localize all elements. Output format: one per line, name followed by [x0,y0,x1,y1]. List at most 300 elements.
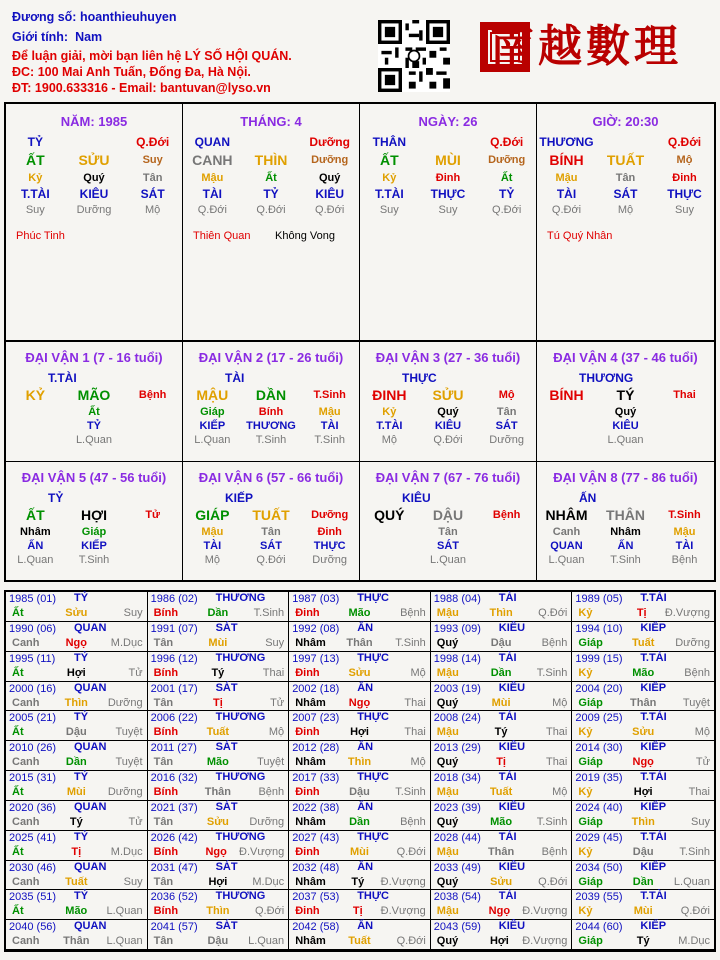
year-cell[interactable] [148,890,290,920]
address-line: ĐC: 100 Mai Anh Tuấn, Đống Đa, Hà Nội. [12,65,251,79]
year-star: KIÊU [498,800,526,813]
year-branch: Ngọ [205,845,227,858]
dai-van-main-item: Bệnh [492,509,521,521]
year-stem: Tân [153,696,174,709]
year-stem: Ất [12,786,24,798]
dai-van-hidden-star: TỶ [86,420,102,432]
year-stem: Ất [12,845,24,858]
dai-van-hidden-item: Bính [258,406,284,418]
year-state: M.Dục [110,845,143,858]
pillar-main-row [537,150,714,170]
year-branch: Hợi [350,726,369,739]
year-cell[interactable] [148,682,290,712]
dai-van-hidden-star: QUAN [550,540,583,552]
year-cell[interactable] [572,592,714,622]
year-cell[interactable] [572,920,714,950]
pillar-star-row-item [596,134,655,150]
year-label: 2040 (56) [9,921,57,934]
year-cell[interactable] [289,592,431,622]
year-label: 2036 (52) [150,891,198,904]
year-label: 1993 (09) [433,622,481,635]
year-cell[interactable] [431,622,573,652]
pillar-hidden-star-row [360,186,536,202]
dai-van-hidden-item: Tân [496,406,517,418]
pillar-note: Phúc Tinh [16,230,65,242]
year-label: 2034 (50) [575,861,623,874]
year-label: 2005 (21) [9,712,57,725]
dai-van-state [6,433,65,447]
year-label: 2017 (33) [292,772,340,784]
year-stem: Bính [153,607,179,619]
dai-van-title: ĐẠI VẬN 1 (7 - 16 tuổi) [25,350,163,365]
dai-van-hidden-star: SÁT [495,420,518,432]
dai-van-main-item: GIÁP [195,507,230,523]
dai-van-main-row [537,505,714,525]
year-cell[interactable] [431,801,573,831]
dai-van-main-row [360,505,536,525]
pillar-hidden-row-item: Tân [615,172,636,184]
pillar-hidden-row [537,170,714,186]
year-branch-row [431,667,572,679]
pillar-star-row-item: Dưỡng [309,135,350,149]
year-label: 2007 (23) [292,712,340,725]
year-cell[interactable] [431,771,573,801]
year-branch: Tị [496,756,506,769]
year-star: TÀI [498,771,517,783]
year-branch-row [431,607,572,619]
year-branch: Tý [69,815,83,828]
year-branch: Mùi [633,905,653,918]
year-cell[interactable] [148,592,290,622]
year-label: 2000 (16) [9,682,57,695]
year-branch: Tuất [631,636,655,649]
dai-van-main-item: Bệnh [138,389,167,401]
pillar-cell [537,104,714,340]
year-cell[interactable] [148,861,290,891]
year-cell[interactable] [289,771,431,801]
pillar-main-row [360,150,536,170]
year-cell[interactable] [431,711,573,741]
dai-van-hidden-item: Giáp [200,406,225,418]
pillar-hidden-star-row-item: TỶ [263,187,279,201]
year-state: Mộ [268,726,285,739]
dai-van-hidden-star: SÁT [259,540,282,552]
year-star: QUAN [74,920,107,933]
year-star: SÁT [215,860,238,873]
dai-van-hidden-item [123,405,182,419]
year-label: 2002 (18) [292,682,340,695]
year-cell[interactable] [6,592,148,622]
year-star: THỰC [357,771,389,783]
year-cell[interactable] [572,771,714,801]
pillar-state-row [360,202,536,218]
year-stem: Tân [153,875,174,888]
dai-van-hidden-item: Đinh [317,526,342,538]
pillar-star-row-item: TỶ [27,135,43,149]
dai-van-star: KIÊU [402,491,431,505]
year-cell[interactable] [6,861,148,891]
year-branch: Dậu [632,845,654,858]
year-branch: Thìn [64,696,88,709]
year-cell[interactable] [6,920,148,950]
year-branch: Mão [490,815,513,828]
year-branch: Mão [206,756,229,769]
year-cell[interactable] [431,741,573,771]
year-stem: Mậu [436,845,459,858]
dai-van-state-row [183,433,359,447]
year-state: Tuyệt [115,726,143,739]
year-cell[interactable] [6,771,148,801]
year-cell[interactable] [6,741,148,771]
year-branch-row [572,726,714,738]
pillar-state-row [537,202,714,218]
year-stem: Canh [12,815,40,828]
year-branch-row [148,726,289,738]
pillar-note-2: Không Vong [275,230,335,242]
dai-van-cell [537,342,714,461]
dai-van-hidden-item: Mậu [201,526,224,538]
year-branch-row [6,667,147,679]
dai-van-hidden-row [6,525,182,539]
dai-van-hidden-item: Tân [438,526,458,538]
year-cell[interactable] [572,711,714,741]
pillar-star-row-item: Q.Đới [667,135,702,149]
year-branch-row [148,637,289,649]
year-state: L.Quan [106,935,143,948]
pillar-state-row-item: Q.Đới [197,204,227,216]
year-label: 1986 (02) [150,593,198,605]
dai-van-hidden-item: Quý [614,406,637,418]
year-cell[interactable] [148,831,290,861]
year-cell[interactable] [289,801,431,831]
year-label: 2015 (31) [9,772,57,784]
dai-van-state-row [360,553,536,567]
dai-van-main-item: QUÝ [374,507,405,523]
dai-van-hidden-star: KIÊU [434,420,462,432]
year-stem: Bính [153,666,179,679]
year-state: Thai [262,666,285,679]
dai-van-cell [6,342,183,461]
year-label: 2010 (26) [9,742,57,755]
year-state: Thai [688,786,710,798]
pillar-cell [6,104,183,340]
dai-van-cell [183,462,360,580]
pillar-star-row-item [242,134,301,150]
year-branch-row [572,756,714,768]
year-branch-row [431,697,572,709]
year-label: 2025 (41) [9,831,57,844]
year-branch: Thìn [347,756,372,769]
year-stem: Nhâm [295,696,326,709]
pillar-main-row-item: MÙI [435,152,461,168]
year-branch: Mùi [350,845,369,858]
year-star: ẤN [357,681,374,694]
annual-luck-grid [4,590,716,952]
pillar-state-row-item: Suy [25,204,45,216]
year-cell[interactable] [148,801,290,831]
year-label: 1985 (01) [9,593,57,605]
year-stem: Giáp [578,935,603,948]
year-state: Thai [404,696,426,709]
year-stem: Quý [436,756,459,769]
year-cell[interactable] [289,861,431,891]
year-star: KIẾP [640,621,667,634]
year-state: Tuyệt [682,696,710,709]
year-star: TÀI [498,830,517,843]
year-branch-row [6,786,147,798]
year-cell[interactable] [431,920,573,950]
year-star: THƯƠNG [215,890,266,903]
dai-van-hidden-star: T.TÀI [376,420,403,432]
year-state: Mộ [410,756,426,769]
year-state: Đ.Vượng [522,905,568,918]
year-state: T.Sinh [395,786,426,798]
header [0,0,720,100]
year-stem: Canh [12,875,40,888]
year-cell[interactable] [6,682,148,712]
year-branch-row [6,607,147,619]
year-branch-row [289,905,430,917]
year-branch: Sửu [65,607,88,619]
year-cell[interactable] [6,652,148,682]
year-branch-row [572,667,714,679]
year-stem: Ất [12,666,24,679]
pillar-star-row [360,134,536,150]
dai-van-state-row [6,553,182,567]
year-star: THƯƠNG [215,711,266,724]
dai-van-hidden-star: KIẾP [81,540,107,552]
year-label: 2019 (35) [575,772,623,784]
dai-van-cell [360,462,537,580]
qr-code-icon[interactable] [378,20,450,92]
year-branch: Mùi [208,636,228,649]
year-cell[interactable] [431,890,573,920]
year-stem: Đinh [295,607,320,619]
owner-line: Đương số: hoanthieuhuyen [12,10,177,24]
year-cell[interactable] [289,622,431,652]
year-star: THƯƠNG [215,830,266,843]
year-branch-row [6,846,147,858]
year-state: L.Quan [248,935,285,948]
year-cell[interactable] [289,920,431,950]
year-branch-row [572,935,714,947]
dai-van-hidden-star-row [6,539,182,553]
year-branch-row [148,816,289,828]
year-stem: Giáp [578,815,603,828]
year-stem: Tân [153,815,174,828]
year-cell[interactable] [431,592,573,622]
year-stem: Giáp [578,875,603,888]
year-stem: Bính [153,726,179,739]
year-cell[interactable] [148,622,290,652]
year-branch: Sửu [632,726,655,739]
year-cell[interactable] [431,652,573,682]
year-branch: Sửu [206,815,229,828]
year-label: 2039 (55) [575,891,623,904]
year-branch-row [289,876,430,888]
pillar-hidden-star-row-item: KIÊU [315,187,344,201]
dai-van-title: ĐẠI VẬN 3 (27 - 36 tuổi) [375,350,521,365]
pillar-hidden-star-row-item: THỰC [430,187,466,201]
year-stem: Mậu [436,666,459,679]
year-state: Q.Đới [396,935,426,948]
year-branch-row [572,697,714,709]
year-label: 2029 (45) [575,831,623,844]
year-star: QUAN [74,621,107,634]
year-star: KIẾP [640,681,667,694]
year-star: SÁT [215,681,238,694]
year-cell[interactable] [148,711,290,741]
year-label: 2022 (38) [292,801,340,814]
dai-van-cell [537,462,714,580]
year-state: Tuyệt [257,756,285,769]
year-cell[interactable] [431,861,573,891]
year-label: 2028 (44) [433,831,481,844]
year-cell[interactable] [572,741,714,771]
year-state: L.Quan [673,875,710,888]
year-stem: Nhâm [295,935,326,948]
pillar-state-row-item: Q.Đới [256,204,286,216]
year-branch-row [148,935,289,947]
pillar-hidden-row-item: Kỷ [382,172,397,184]
year-cell[interactable] [572,652,714,682]
dai-van-hidden-item: Nhâm [20,526,51,538]
year-cell[interactable] [289,831,431,861]
year-state: Tử [128,815,143,828]
pillar-hidden-row-item: Tân [142,172,163,184]
year-cell[interactable] [6,831,148,861]
year-stem: Ất [12,726,24,739]
year-cell[interactable] [572,861,714,891]
year-cell[interactable] [289,682,431,712]
year-star: ẤN [357,920,374,933]
year-branch: Ngọ [488,905,511,918]
dai-van-state: T.Sinh [255,434,287,446]
year-stem: Giáp [578,636,603,649]
year-branch-row [431,786,572,798]
year-cell[interactable] [148,652,290,682]
year-cell[interactable] [572,682,714,712]
dai-van-hidden-star-row [183,419,359,433]
dai-van-star: THƯƠNG [579,371,634,385]
year-branch: Sửu [348,666,371,679]
year-cell[interactable] [148,771,290,801]
year-cell[interactable] [289,741,431,771]
dai-van-main-row [183,385,359,405]
dai-van-state: L.Quan [607,434,644,446]
year-cell[interactable] [148,741,290,771]
dai-van-main-item: MẬU [196,387,229,403]
pillar-state-row [183,202,359,218]
year-cell[interactable] [289,890,431,920]
year-cell[interactable] [6,890,148,920]
year-stem: Tân [153,636,174,649]
year-label: 2042 (58) [292,921,340,934]
year-label: 2006 (22) [150,712,198,725]
pillar-hidden-star-row-item: THỰC [667,187,702,201]
dai-van-main-item: T.Sinh [668,509,701,521]
year-cell[interactable] [431,831,573,861]
dai-van-hidden-row [183,405,359,419]
year-stem: Canh [12,696,40,709]
year-cell[interactable] [148,920,290,950]
year-branch-row [431,876,572,888]
year-cell[interactable] [572,890,714,920]
year-cell[interactable] [289,711,431,741]
year-branch-row [289,816,430,828]
pillar-main-row-item: Dưỡng [488,154,526,166]
dai-van-main-item: NHÂM [545,507,588,523]
year-cell[interactable] [431,682,573,712]
four-pillars [4,102,716,342]
year-state: Suy [691,815,710,828]
year-branch: Thân [346,636,373,649]
dai-van-hidden-item [6,405,65,419]
pillar-note: Tú Quý Nhân [547,230,613,242]
year-label: 2016 (32) [150,772,198,784]
pillar-hidden-star-row-item: T.TÀI [374,187,404,201]
dai-van-state: Dưỡng [489,434,525,446]
year-cell[interactable] [572,622,714,652]
year-cell[interactable] [6,622,148,652]
year-state: Thai [404,726,426,739]
year-branch: Tuất [348,935,371,948]
year-branch-row [6,726,147,738]
year-branch-row [431,816,572,828]
year-stem: Kỷ [578,726,593,739]
dai-van-title: ĐẠI VẬN 2 (17 - 26 tuổi) [198,350,344,365]
year-star: KIÊU [498,741,526,754]
year-state: Mộ [552,786,568,798]
year-star: KIÊU [498,920,526,933]
year-cell[interactable] [572,831,714,861]
year-branch-row [572,816,714,828]
pillar-note: Thiên Quan [193,230,251,242]
year-branch: Dậu [207,935,229,948]
pillar-state-row-item: Suy [379,204,399,216]
dai-van-hidden-star: KIÊU [612,420,639,432]
year-cell[interactable] [6,711,148,741]
dai-van-hidden-row [537,525,714,539]
year-state: Q.Đới [538,875,568,888]
dai-van-state-row [537,433,714,447]
year-branch: Sửu [490,875,513,888]
year-stem: Giáp [578,696,603,709]
pillar-hidden-star-row [183,186,359,202]
year-branch: Tị [212,696,223,709]
year-branch: Mão [632,666,655,679]
year-stem: Mậu [436,905,459,918]
year-cell[interactable] [6,801,148,831]
year-branch: Mùi [491,696,511,709]
year-cell[interactable] [572,801,714,831]
dai-van-star: ẤN [579,491,597,505]
dai-van-hidden-item: Mậu [673,526,696,538]
year-branch-row [6,756,147,768]
pillar-hidden-star-row-item: TÀI [202,187,222,201]
year-branch: Mão [65,905,88,918]
year-branch-row [431,935,572,947]
year-stem: Kỷ [578,666,593,679]
year-cell[interactable] [289,652,431,682]
year-branch-row [6,905,147,917]
dai-van-main-item: Mộ [498,389,515,401]
year-state: Thai [545,756,568,769]
year-branch: Mão [348,607,371,619]
year-stem: Bính [153,786,179,798]
year-state: Suy [265,636,285,649]
year-state: Bệnh [258,786,285,798]
